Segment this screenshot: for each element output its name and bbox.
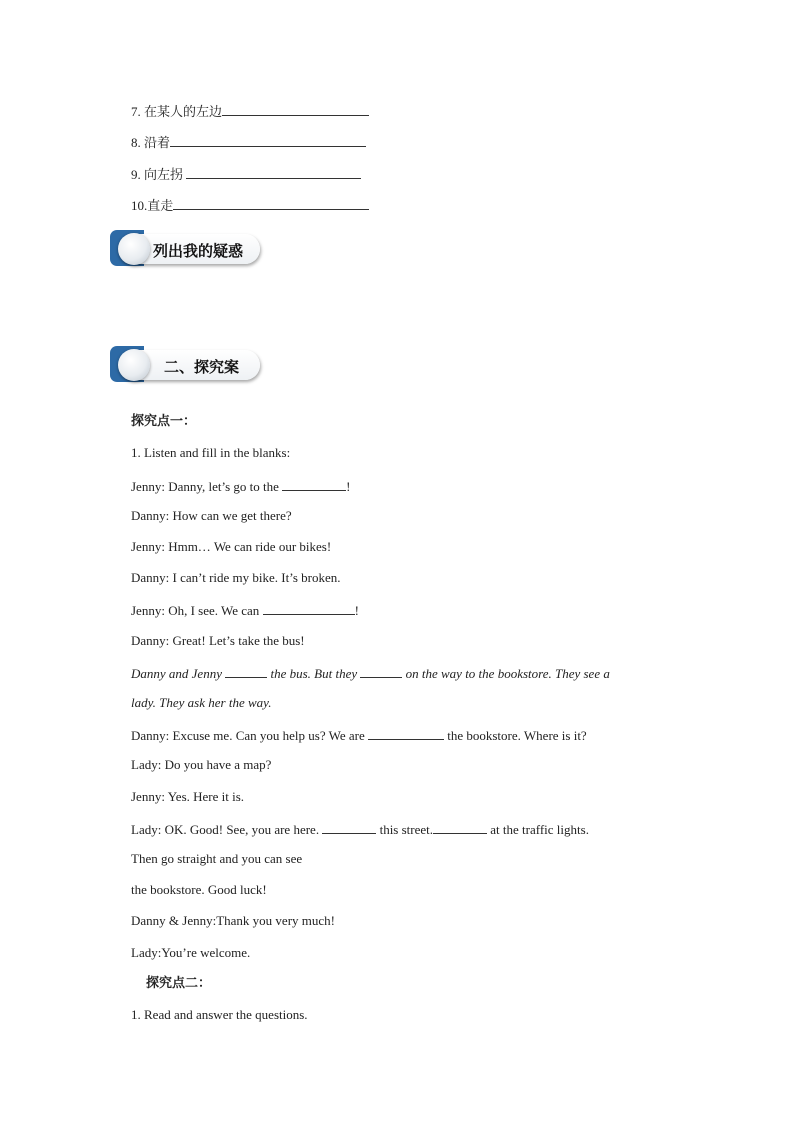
dialogue-line [131, 726, 587, 744]
dialogue-line: the bookstore. Good luck! [131, 882, 267, 897]
answer-blank[interactable] [186, 165, 361, 179]
section-banner-explore [110, 346, 262, 384]
dialogue-text: Danny: Excuse me. Can you help us? We are [131, 728, 368, 743]
dialogue-line: Danny: I can’t ride my bike. It’s broken. [131, 570, 341, 585]
answer-blank[interactable] [433, 820, 487, 834]
explore-point-2: 探究点二： [146, 976, 212, 991]
dialogue-text: Jenny: Oh, I see. We can [131, 603, 263, 618]
dialogue-text: this street. [376, 822, 434, 837]
dialogue-text: Jenny: Danny, let’s go to the [131, 479, 283, 494]
vocab-text: 8. 沿着 [131, 135, 171, 150]
answer-blank[interactable] [263, 601, 355, 615]
dialogue-line [131, 477, 351, 495]
vocab-item-7 [131, 102, 369, 120]
vocab-item-8 [131, 133, 366, 151]
explore-point-1: 探究点一： [131, 414, 197, 429]
narration-line: lady. They ask her the way. [131, 695, 272, 710]
dialogue-line [131, 601, 359, 619]
answer-blank[interactable] [222, 102, 369, 116]
narration-text: Danny and Jenny [131, 666, 226, 681]
answer-blank[interactable] [173, 196, 369, 210]
answer-blank[interactable] [368, 726, 444, 740]
narration-line [131, 664, 610, 682]
answer-blank[interactable] [170, 133, 366, 147]
vocab-text: 7. 在某人的左边 [131, 104, 223, 119]
answer-blank[interactable] [225, 664, 267, 678]
dialogue-line: Jenny: Yes. Here it is. [131, 789, 245, 804]
vocab-text: 9. 向左拐 [131, 167, 187, 182]
section-banner-doubts [110, 230, 262, 268]
dialogue-text: at the traffic lights. [487, 822, 589, 837]
section-title-doubts: 列出我的疑惑 [153, 242, 244, 260]
narration-text: on the way to the bookstore. They see a [402, 666, 610, 681]
dialogue-line: Jenny: Hmm… We can ride our bikes! [131, 539, 332, 554]
task-1-instruction: 1. Listen and fill in the blanks: [131, 445, 291, 460]
vocab-text: 10.直走 [131, 198, 174, 213]
dialogue-line: Danny: How can we get there? [131, 508, 292, 523]
answer-blank[interactable] [322, 820, 376, 834]
dialogue-text: Lady: OK. Good! See, you are here. [131, 822, 323, 837]
banner-circle-icon [118, 233, 150, 265]
dialogue-line: Then go straight and you can see [131, 851, 303, 866]
answer-blank[interactable] [360, 664, 402, 678]
banner-circle-icon [118, 349, 150, 381]
dialogue-line: Lady: Do you have a map? [131, 757, 272, 772]
dialogue-line: Lady:You’re welcome. [131, 945, 251, 960]
answer-blank[interactable] [282, 477, 346, 491]
vocab-item-9 [131, 165, 361, 183]
dialogue-text: ! [354, 603, 359, 618]
dialogue-line [131, 820, 589, 838]
task-2-instruction: 1. Read and answer the questions. [131, 1007, 308, 1022]
dialogue-text: ! [346, 479, 351, 494]
dialogue-line: Danny: Great! Let’s take the bus! [131, 633, 305, 648]
vocab-item-10 [131, 196, 369, 214]
narration-text: the bus. But they [267, 666, 361, 681]
section-title-explore: 二、探究案 [164, 358, 240, 376]
dialogue-line: Danny & Jenny:Thank you very much! [131, 913, 335, 928]
dialogue-text: the bookstore. Where is it? [443, 728, 587, 743]
